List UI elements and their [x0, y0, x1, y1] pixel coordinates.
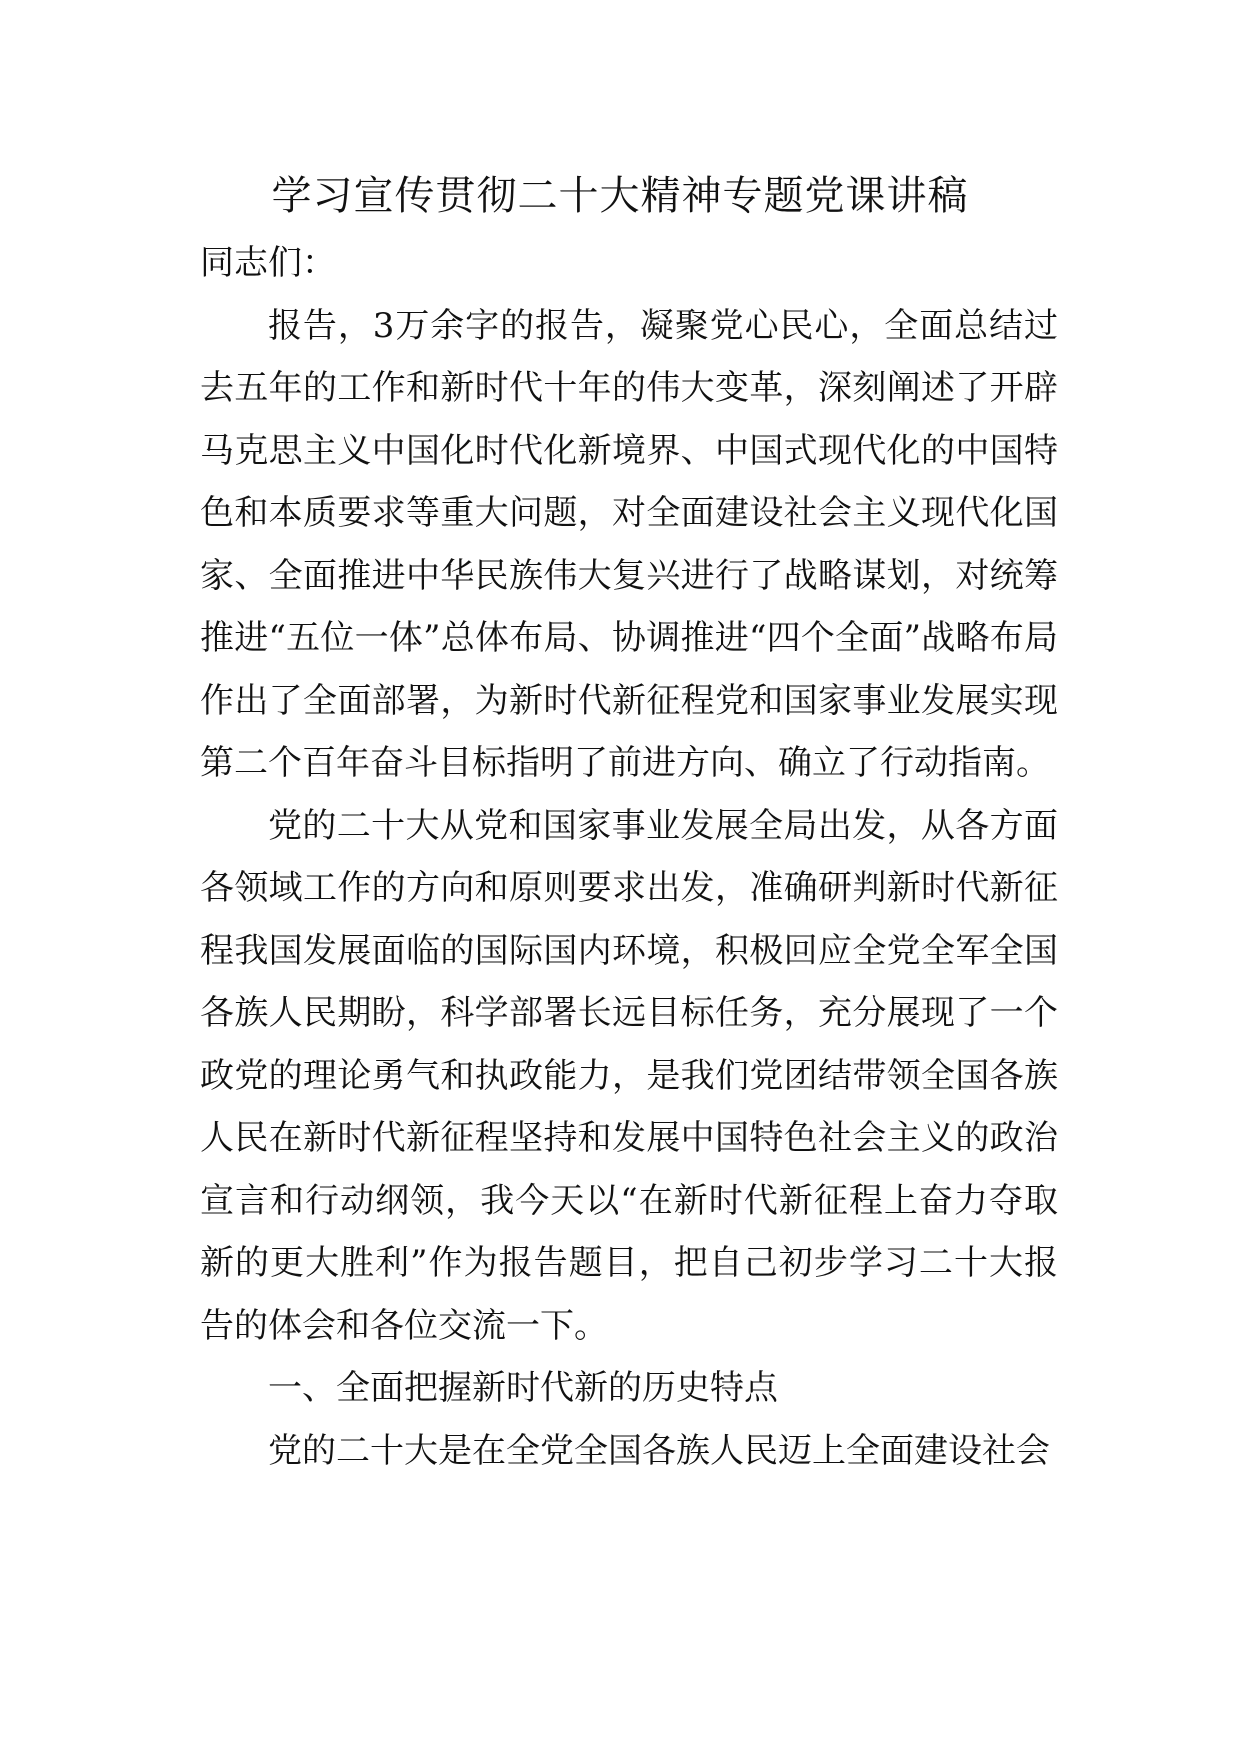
paragraph-overview: 党的二十大从党和国家事业发展全局出发，从各方面各领域工作的方向和原则要求出发，准确研判新时代新征程我国发展面临的国际国内环境，积极回应全党全军全国各族人民期盼，科学部署长远目标任务，充分展现了一个政党的理论勇气和执政能力，是我们党团结带领全国各族人民在新时代新征程坚持和发展中国特色社会主义的政治宣言和行动纲领，我今天以“在新时代新征程上奋力夺取新的更大胜利”作为报告题目，把自己初步学习二十大报告的体会和各位交流一下。: [200, 805, 1058, 1346]
section-heading: 一、全面把握新时代新的历史特点: [268, 1368, 778, 1408]
paragraph-section-start: 党的二十大是在全党全国各族人民迈上全面建设社会: [268, 1430, 1050, 1471]
document-body: [200, 232, 1058, 1482]
document-title: 学习宣传贯彻二十大精神专题党课讲稿: [271, 173, 969, 219]
paragraph-intro: 报告，3万余字的报告，凝聚党心民心，全面总结过去五年的工作和新时代十年的伟大变革，深刻阐述了开辟马克思主义中国化时代化新境界、中国式现代化的中国特色和本质要求等重大问题，对全面建设社会主义现代化国家、全面推进中华民族伟大复兴进行了战略谋划，对统筹推进“五位一体”总体布局、协调推进“四个全面”战略布局作出了全面部署，为新时代新征程党和国家事业发展实现第二个百年奋斗目标指明了前进方向、确立了行动指南。: [200, 305, 1058, 783]
salutation: 同志们：: [200, 243, 336, 283]
